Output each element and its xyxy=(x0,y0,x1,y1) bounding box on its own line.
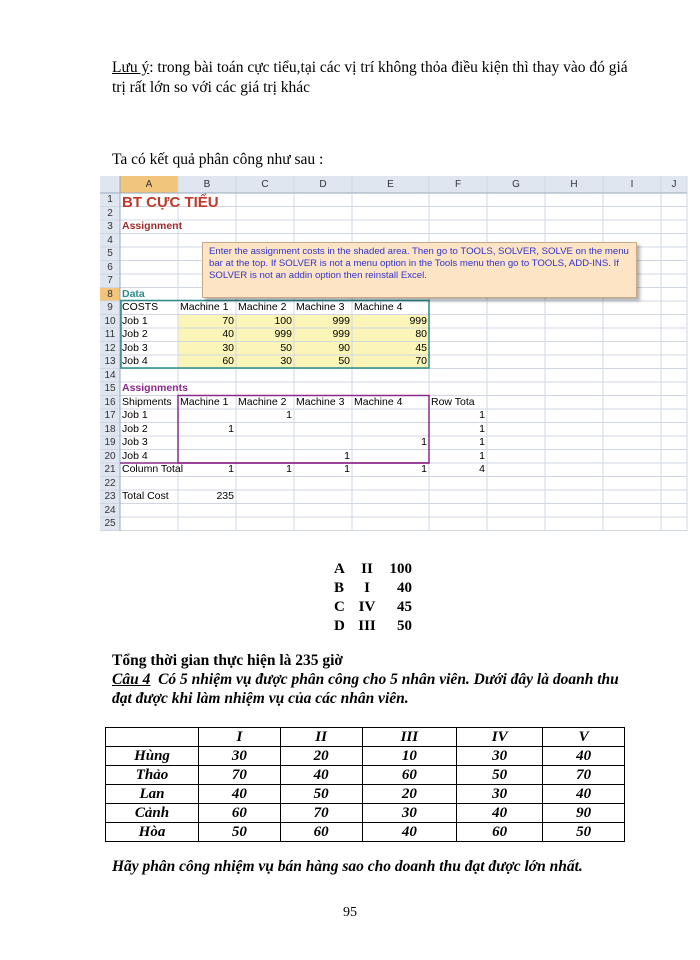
table-corner xyxy=(106,728,199,747)
cost-cell: 90 xyxy=(338,341,350,354)
assign-cell: 1 xyxy=(286,409,292,421)
column-total-label: Column Total xyxy=(122,463,184,475)
column-header: G xyxy=(512,179,520,190)
answer-job: C xyxy=(334,599,345,615)
data-label: Data xyxy=(122,287,145,300)
column-total-cell: 4 xyxy=(479,463,485,475)
column-total-cell: 1 xyxy=(228,463,234,475)
row-total-cell: 1 xyxy=(479,422,485,435)
answer-cost: 50 xyxy=(397,618,412,634)
job-label: Job 3 xyxy=(122,341,148,354)
table-header-row xyxy=(106,728,625,747)
total-cost-value: 235 xyxy=(216,490,234,502)
table-row xyxy=(106,766,625,785)
employee-name: Thảo xyxy=(106,766,199,785)
job-label: Job 4 xyxy=(122,449,148,462)
table-row xyxy=(106,804,625,823)
table-cell: 90 xyxy=(543,804,625,823)
task-text: Hãy phân công nhiệm vụ bán hàng sao cho doanh thu đạt được lớn nhất. xyxy=(112,858,583,875)
cost-cell: 999 xyxy=(409,314,427,327)
assign-cell: 1 xyxy=(344,449,350,462)
table-cell: 30 xyxy=(362,804,457,823)
cost-cell: 60 xyxy=(222,355,234,367)
employee-name: Hùng xyxy=(106,747,199,766)
table-cell: 70 xyxy=(199,766,281,785)
row-header: 3 xyxy=(107,221,113,232)
employee-name: Lan xyxy=(106,785,199,804)
table-cell: 30 xyxy=(199,747,281,766)
table-cell: 20 xyxy=(362,785,457,804)
question-text: Có 5 nhiệm vụ được phân công cho 5 nhân viên. Dưới đây là doanh thu đạt được khi làm nhiệm vụ của các nhân viên. xyxy=(112,671,619,707)
table-header: IV xyxy=(457,728,543,747)
row-header: 4 xyxy=(107,234,113,246)
table-header: II xyxy=(280,728,362,747)
spreadsheet-screenshot xyxy=(100,176,687,540)
shipments-header: Shipments xyxy=(122,395,172,408)
assign-cell: 1 xyxy=(421,436,427,448)
note-paragraph xyxy=(112,58,632,98)
row-header: 22 xyxy=(104,477,116,489)
table-cell: 70 xyxy=(280,804,362,823)
answer-machine: IV xyxy=(358,599,376,615)
table-cell: 50 xyxy=(457,766,543,785)
table-cell: 30 xyxy=(457,747,543,766)
answer-job: D xyxy=(334,618,345,634)
row-total-cell: 1 xyxy=(479,449,485,462)
costs-header: COSTS xyxy=(122,301,159,313)
answer-machine: II xyxy=(361,561,373,577)
row-header: 7 xyxy=(107,275,113,286)
machine-header: Machine 1 xyxy=(180,395,229,408)
table-header: V xyxy=(543,728,625,747)
row-header: 11 xyxy=(104,329,116,340)
row-header: 19 xyxy=(104,437,116,448)
answer-cost: 100 xyxy=(389,561,412,577)
cost-cell: 999 xyxy=(274,328,292,340)
column-header: D xyxy=(319,179,327,190)
row-header: 12 xyxy=(104,342,116,354)
row-header: 13 xyxy=(104,356,116,367)
row-header: 9 xyxy=(107,302,113,313)
job-label: Job 3 xyxy=(122,436,148,448)
job-label: Job 2 xyxy=(122,328,148,340)
machine-header: Machine 4 xyxy=(354,395,403,408)
row-header: 5 xyxy=(107,248,113,259)
table-cell: 50 xyxy=(280,785,362,804)
note-label: Lưu ý xyxy=(112,59,150,76)
column-header: H xyxy=(570,179,578,190)
note-text: : trong bài toán cực tiểu,tại các vị trí không thỏa điều kiện thì thay vào đó giá trị rất lớn so với các giá trị khác xyxy=(112,59,628,96)
column-header: E xyxy=(387,179,394,190)
table-cell: 40 xyxy=(199,785,281,804)
answer-cost: 40 xyxy=(397,580,412,596)
table-cell: 60 xyxy=(280,823,362,842)
total-cost-label: Total Cost xyxy=(122,490,169,502)
answer-row xyxy=(334,617,412,636)
instruction-callout: Enter the assignment costs in the shaded area. Then go to TOOLS, SOLVER, SOLVE on the menu bar at the top. If SOLVER is not a menu option in the Tools menu then go to TOOLS, ADD-INS. If SOLVER is not an addin option then reinstall Excel. xyxy=(202,242,637,298)
table-cell: 40 xyxy=(543,785,625,804)
row-header: 14 xyxy=(104,369,116,381)
row-header: 1 xyxy=(107,194,113,205)
answer-machine: III xyxy=(358,618,376,634)
machine-header: Machine 1 xyxy=(180,301,229,313)
cost-cell: 50 xyxy=(280,341,292,354)
cost-cell: 999 xyxy=(332,314,350,327)
total-time: Tổng thời gian thực hiện là 235 giờ xyxy=(112,652,344,669)
row-total-header: Row Tota xyxy=(431,395,475,408)
table-cell: 50 xyxy=(543,823,625,842)
column-header: I xyxy=(630,179,634,190)
cost-cell: 100 xyxy=(274,314,292,327)
assign-cell: 1 xyxy=(228,422,234,435)
column-header: B xyxy=(203,179,211,190)
row-header: 18 xyxy=(104,423,116,435)
column-header: J xyxy=(671,179,677,190)
table-row xyxy=(106,785,625,804)
column-header: A xyxy=(145,179,153,190)
job-label: Job 4 xyxy=(122,355,148,367)
table-cell: 40 xyxy=(543,747,625,766)
question-label: Câu 4 xyxy=(112,671,151,688)
table-cell: 70 xyxy=(543,766,625,785)
cost-cell: 80 xyxy=(415,328,427,340)
cost-cell: 70 xyxy=(222,314,234,327)
cost-cell: 70 xyxy=(415,355,427,367)
table-cell: 20 xyxy=(280,747,362,766)
answer-row xyxy=(334,598,412,617)
answer-row xyxy=(334,560,412,579)
table-header: III xyxy=(362,728,457,747)
question-4 xyxy=(112,670,632,708)
intro-text: Ta có kết quả phân công như sau : xyxy=(112,151,324,168)
table-row xyxy=(106,823,625,842)
column-total-cell: 1 xyxy=(344,463,350,475)
answer-row xyxy=(334,579,412,598)
table-cell: 60 xyxy=(457,823,543,842)
table-cell: 40 xyxy=(362,823,457,842)
sheet-title: BT CỰC TIỂU xyxy=(122,194,219,211)
table-cell: 40 xyxy=(457,804,543,823)
row-header: 6 xyxy=(107,261,113,273)
machine-header: Machine 3 xyxy=(296,301,345,313)
row-header: 15 xyxy=(104,383,116,394)
column-header: C xyxy=(261,179,269,190)
row-header: 21 xyxy=(104,464,116,475)
row-total-cell: 1 xyxy=(479,409,485,421)
revenue-table xyxy=(105,727,625,842)
column-total-cell: 1 xyxy=(421,463,427,475)
table-header: I xyxy=(199,728,281,747)
column-total-cell: 1 xyxy=(286,463,292,475)
employee-name: Cảnh xyxy=(106,804,199,823)
assignment-label: Assignment xyxy=(122,220,183,232)
row-header: 8 xyxy=(107,288,113,300)
row-header: 17 xyxy=(104,410,116,421)
table-cell: 50 xyxy=(199,823,281,842)
answer-job: A xyxy=(334,561,345,577)
cost-cell: 50 xyxy=(338,355,350,367)
row-header: 20 xyxy=(104,450,116,462)
machine-header: Machine 2 xyxy=(238,395,287,408)
row-total-cell: 1 xyxy=(479,436,485,448)
machine-header: Machine 3 xyxy=(296,395,345,408)
job-label: Job 1 xyxy=(122,314,148,327)
row-header: 25 xyxy=(104,518,116,529)
row-header: 23 xyxy=(104,491,116,502)
job-label: Job 2 xyxy=(122,422,148,435)
table-cell: 60 xyxy=(362,766,457,785)
answer-list xyxy=(334,560,412,636)
table-row xyxy=(106,747,625,766)
column-header: F xyxy=(454,179,462,190)
machine-header: Machine 4 xyxy=(354,301,403,313)
table-cell: 30 xyxy=(457,785,543,804)
table-cell: 40 xyxy=(280,766,362,785)
employee-name: Hòa xyxy=(106,823,199,842)
answer-cost: 45 xyxy=(397,599,412,615)
page-number: 95 xyxy=(343,905,357,920)
job-label: Job 1 xyxy=(122,409,148,421)
row-header: 10 xyxy=(104,315,116,327)
answer-job: B xyxy=(334,580,345,596)
table-cell: 60 xyxy=(199,804,281,823)
row-header: 2 xyxy=(107,207,113,219)
cost-cell: 45 xyxy=(415,341,427,354)
cost-cell: 40 xyxy=(222,328,234,340)
answer-machine: I xyxy=(364,580,370,596)
row-header: 24 xyxy=(104,504,116,516)
machine-header: Machine 2 xyxy=(238,301,287,313)
row-header: 16 xyxy=(104,396,116,408)
cost-cell: 30 xyxy=(222,341,234,354)
cost-cell: 999 xyxy=(332,328,350,340)
assignments-label: Assignments xyxy=(122,382,188,394)
cost-cell: 30 xyxy=(280,355,292,367)
table-cell: 10 xyxy=(362,747,457,766)
